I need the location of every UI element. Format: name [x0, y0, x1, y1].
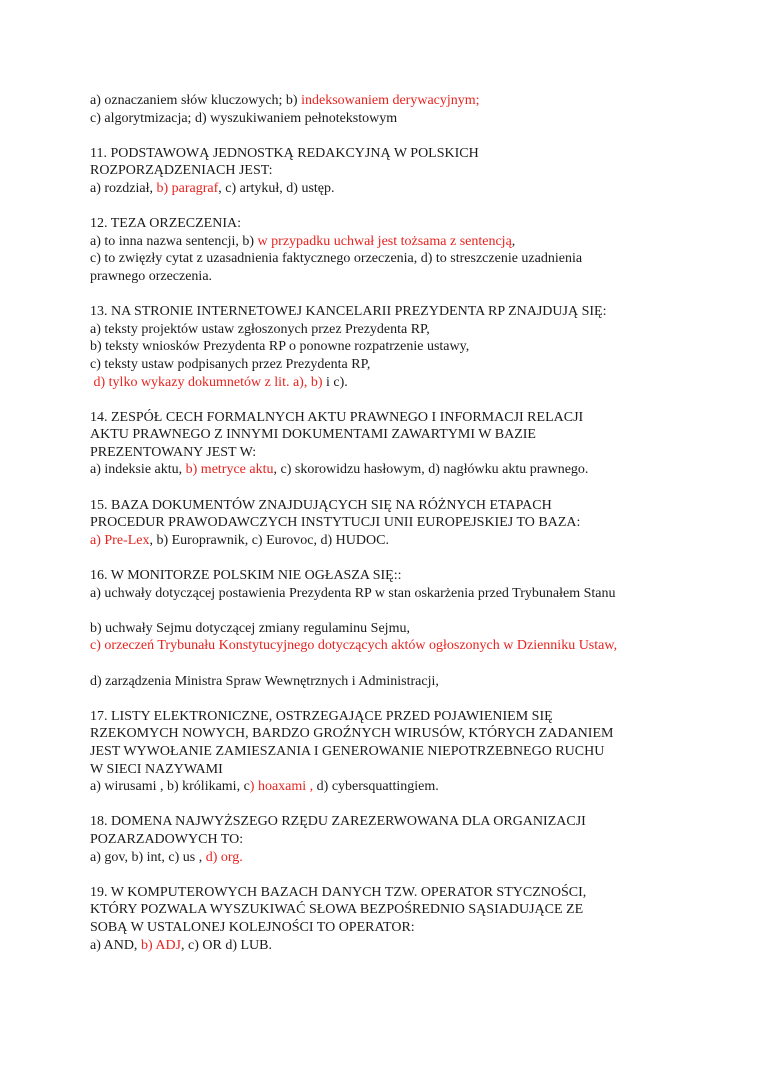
- text-segment: a) indeksie aktu,: [90, 462, 186, 478]
- text-line: [90, 321, 690, 339]
- text-line: [90, 162, 690, 180]
- text-line: [90, 250, 690, 268]
- text-segment: , c) skorowidzu hasłowym, d) nagłówku aktu prawnego.: [273, 462, 589, 478]
- text-line: [90, 444, 690, 462]
- text-line: [90, 585, 690, 603]
- text-segment: a) rozdział,: [90, 180, 157, 196]
- text-line: [90, 637, 690, 655]
- text-segment: d) zarządzenia Ministra Spraw Wewnętrznych i Administracji,: [90, 673, 439, 689]
- paragraph-gap: [90, 198, 690, 216]
- text-line: [90, 180, 690, 198]
- highlighted-answer: b) ADJ: [140, 937, 181, 953]
- paragraph-gap: [90, 866, 690, 884]
- highlighted-answer: b) metryce aktu: [185, 462, 274, 478]
- text-segment: 14. ZESPÓŁ CECH FORMALNYCH AKTU PRAWNEGO I INFORMACJI RELACJI: [90, 409, 584, 425]
- text-segment: a) wirusami , b) królikami, c: [90, 779, 250, 795]
- highlighted-answer: a) Pre-Lex: [90, 532, 150, 548]
- text-segment: AKTU PRAWNEGO Z INNYMI DOKUMENTAMI ZAWARTYMI W BAZIE: [90, 427, 536, 443]
- text-segment: , c) artykuł, d) ustęp.: [218, 180, 335, 196]
- paragraph-gap: [90, 690, 690, 708]
- text-segment: , b) Europrawnik, c) Eurovoc, d) HUDOC.: [149, 532, 389, 548]
- highlighted-answer: ) hoaxami ,: [249, 779, 314, 795]
- text-line: [90, 673, 690, 691]
- text-line: [90, 813, 690, 831]
- text-segment: c) algorytmizacja; d) wyszukiwaniem pełnotekstowym: [90, 110, 398, 126]
- text-line: [90, 778, 690, 796]
- text-line: [90, 233, 690, 251]
- text-line: [90, 426, 690, 444]
- paragraph-gap: [90, 127, 690, 145]
- text-segment: a) to inna nazwa sentencji, b): [90, 233, 258, 249]
- text-line: [90, 725, 690, 743]
- text-segment: d) cybersquattingiem.: [313, 779, 439, 795]
- text-segment: POZARZADOWYCH TO:: [90, 831, 244, 847]
- paragraph-gap: [90, 391, 690, 409]
- text-line: [90, 743, 690, 761]
- text-line: [90, 92, 690, 110]
- text-segment: KTÓRY POZWALA WYSZUKIWAĆ SŁOWA BEZPOŚREDNIO SĄSIADUJĄCE ZE: [90, 902, 584, 918]
- text-segment: a) uchwały dotyczącej postawienia Prezydenta RP w stan oskarżenia przed Trybunałem Stanu: [90, 585, 616, 601]
- text-line: [90, 761, 690, 779]
- text-segment: ,: [511, 233, 516, 249]
- text-segment: 12. TEZA ORZECZENIA:: [90, 216, 242, 232]
- text-line: [90, 901, 690, 919]
- text-line: [90, 514, 690, 532]
- text-segment: SOBĄ W USTALONEJ KOLEJNOŚCI TO OPERATOR:: [90, 919, 415, 935]
- text-segment: a) gov, b) int, c) us ,: [90, 849, 206, 865]
- text-segment: prawnego orzeczenia.: [90, 268, 213, 284]
- text-line: [90, 145, 690, 163]
- text-line: [90, 338, 690, 356]
- text-segment: b) uchwały Sejmu dotyczącej zmiany regulaminu Sejmu,: [90, 620, 410, 636]
- text-segment: a) AND,: [90, 937, 141, 953]
- text-line: [90, 708, 690, 726]
- text-line: [90, 215, 690, 233]
- highlighted-answer: d) org.: [205, 849, 243, 865]
- text-line: [90, 620, 690, 638]
- text-line: [90, 831, 690, 849]
- text-segment: RZEKOMYCH NOWYCH, BARDZO GROŹNYCH WIRUSÓW, KTÓRYCH ZADANIEM: [90, 726, 614, 742]
- paragraph-gap: [90, 655, 690, 673]
- text-line: [90, 110, 690, 128]
- text-segment: 17. LISTY ELEKTRONICZNE, OSTRZEGAJĄCE PRZED POJAWIENIEM SIĘ: [90, 708, 553, 724]
- text-segment: 19. W KOMPUTEROWYCH BAZACH DANYCH TZW. OPERATOR STYCZNOŚCI,: [90, 884, 587, 900]
- text-line: [90, 374, 690, 392]
- text-segment: 11. PODSTAWOWĄ JEDNOSTKĄ REDAKCYJNĄ W POLSKICH: [90, 145, 479, 161]
- text-line: [90, 884, 690, 902]
- text-segment: b) teksty wniosków Prezydenta RP o ponowne rozpatrzenie ustawy,: [90, 339, 470, 355]
- text-segment: 15. BAZA DOKUMENTÓW ZNAJDUJĄCYCH SIĘ NA RÓŻNYCH ETAPACH: [90, 497, 552, 513]
- text-segment: PROCEDUR PRAWODAWCZYCH INSTYTUCJI UNII EUROPEJSKIEJ TO BAZA:: [90, 515, 581, 531]
- highlighted-answer: w przypadku uchwał jest tożsama z sentencją: [257, 233, 512, 249]
- highlighted-answer: d) tylko wykazy dokumnetów z lit. a), b): [90, 374, 323, 390]
- document-body: [90, 92, 690, 954]
- text-segment: , c) OR d) LUB.: [181, 937, 272, 953]
- text-line: [90, 919, 690, 937]
- text-line: [90, 849, 690, 867]
- text-segment: JEST WYWOŁANIE ZAMIESZANIA I GENEROWANIE NIEPOTRZEBNEGO RUCHU: [90, 743, 605, 759]
- text-segment: PREZENTOWANY JEST W:: [90, 444, 257, 460]
- text-segment: W SIECI NAZYWAMI: [90, 761, 223, 777]
- paragraph-gap: [90, 286, 690, 304]
- paragraph-gap: [90, 549, 690, 567]
- paragraph-gap: [90, 796, 690, 814]
- text-line: [90, 356, 690, 374]
- highlighted-answer: c) orzeczeń Trybunału Konstytucyjnego dotyczących aktów ogłoszonych w Dzienniku Ustaw,: [90, 638, 618, 654]
- text-line: [90, 567, 690, 585]
- text-line: [90, 268, 690, 286]
- text-segment: i c).: [322, 374, 348, 390]
- text-segment: 13. NA STRONIE INTERNETOWEJ KANCELARII PREZYDENTA RP ZNAJDUJĄ SIĘ:: [90, 304, 607, 320]
- paragraph-gap: [90, 479, 690, 497]
- text-segment: a) oznaczaniem słów kluczowych; b): [90, 93, 302, 108]
- text-segment: 16. W MONITORZE POLSKIM NIE OGŁASZA SIĘ::: [90, 568, 402, 584]
- text-line: [90, 303, 690, 321]
- text-line: [90, 937, 690, 955]
- text-segment: a) teksty projektów ustaw zgłoszonych przez Prezydenta RP,: [90, 321, 430, 337]
- text-segment: c) to zwięzły cytat z uzasadnienia faktycznego orzeczenia, d) to streszczenie uzadnienia: [90, 251, 583, 267]
- text-line: [90, 497, 690, 515]
- text-line: [90, 409, 690, 427]
- text-segment: c) teksty ustaw podpisanych przez Prezydenta RP,: [90, 356, 371, 372]
- highlighted-answer: b) paragraf: [156, 180, 219, 196]
- text-segment: ROZPORZĄDZENIACH JEST:: [90, 163, 273, 179]
- text-segment: 18. DOMENA NAJWYŻSZEGO RZĘDU ZAREZERWOWANA DLA ORGANIZACJI: [90, 814, 586, 830]
- paragraph-gap: [90, 602, 690, 620]
- text-line: [90, 461, 690, 479]
- highlighted-answer: indeksowaniem derywacyjnym;: [301, 93, 480, 108]
- text-line: [90, 532, 690, 550]
